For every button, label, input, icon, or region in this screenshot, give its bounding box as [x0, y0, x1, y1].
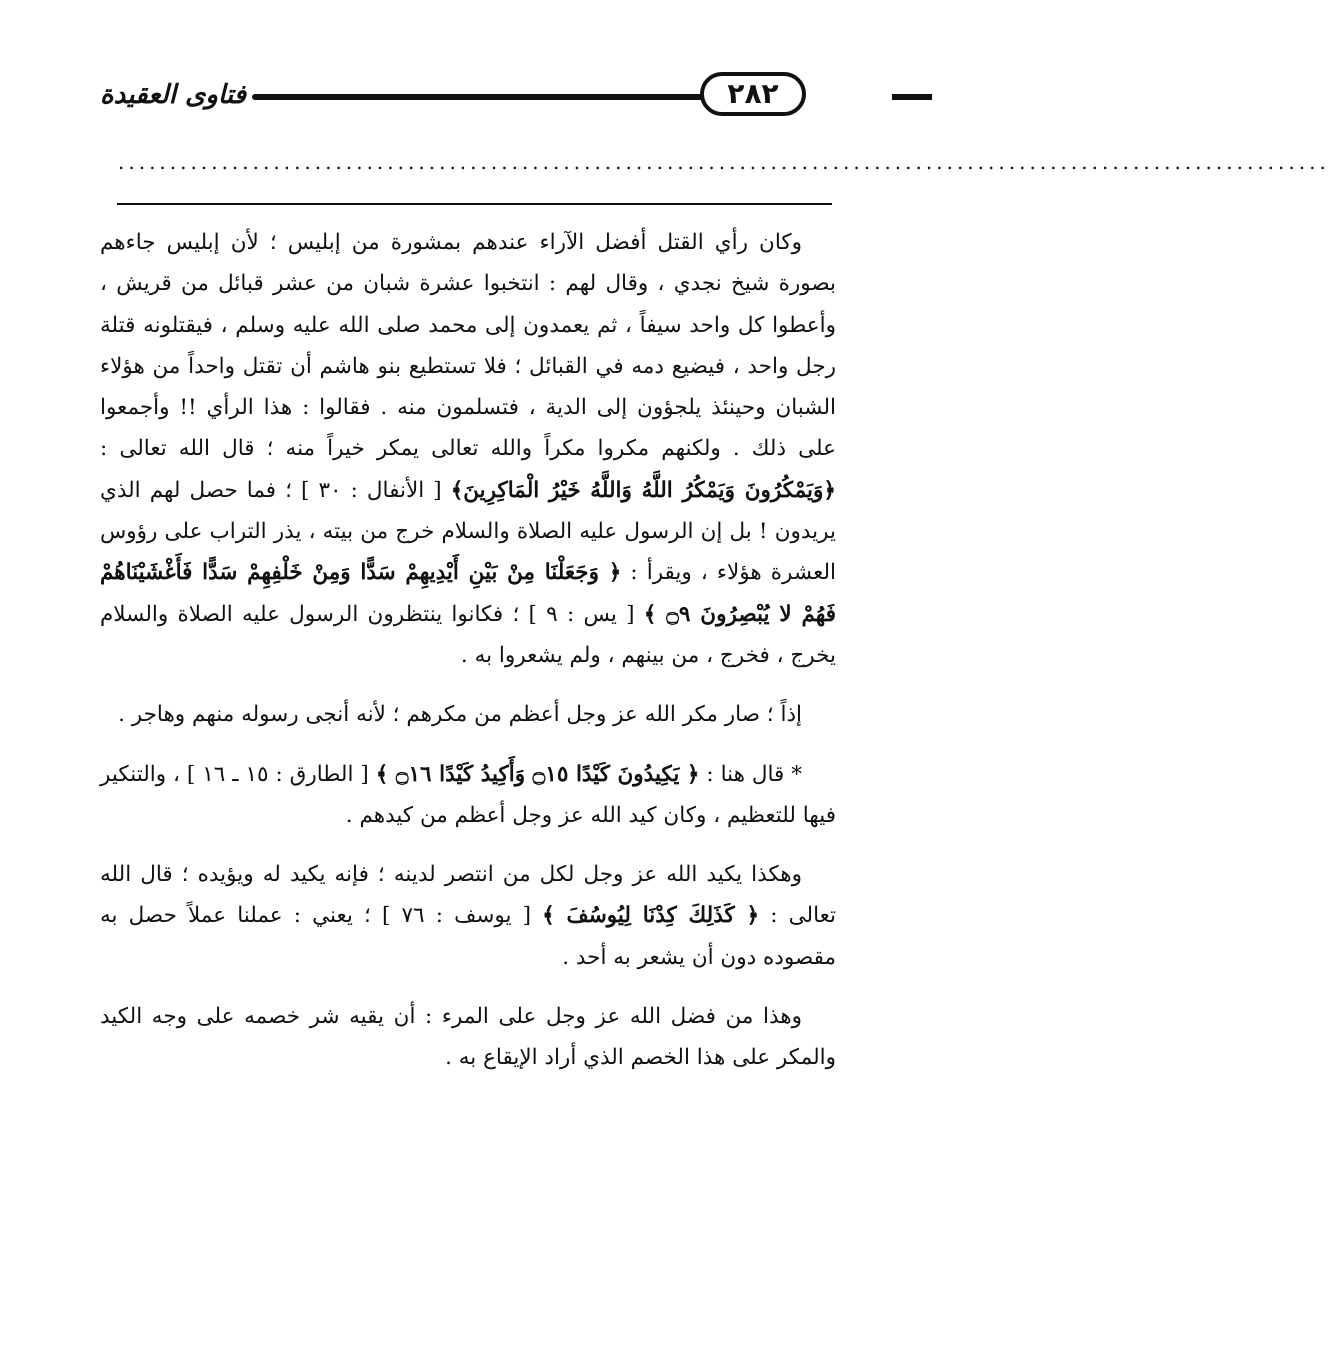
paragraph-text: وكان رأي القتل أفضل الآراء عندهم بمشورة من إبليس ؛ لأن إبليس جاءهم بصورة شيخ نجدي ، وقال لهم : انتخبوا عشرة شبان من عشر قبائل من قريش ، وأعطوا كل واحد سيفاً ، ثم يعمدون إلى محمد صلى الله عليه وسلم ، فيقتلونه قتلة رجل واحد ، فيضيع دمه في القبائل ؛ فلا تستطيع بنو هاشم أن تقتل واحداً من هؤلاء الشبان وحينئذ يلجؤون إلى الدية ، فتسلمون منه . فقالوا : هذا الرأي !! وأجمعوا على ذلك . ولكنهم مكروا مكراً والله تعالى يمكر خيراً منه ؛ قال الله تعالى : [100, 230, 836, 462]
page-number: ٢٨٢ [700, 72, 806, 116]
paragraph-tariq-verse [100, 754, 836, 837]
quran-verse: ﴿ كَذَلِكَ كِدْنَا لِيُوسُفَ ﴾ [542, 903, 760, 929]
paragraph-text: وهكذا يكيد الله عز وجل لكل من انتصر لدينه ؛ فإنه يكيد له ويؤيده ؛ قال الله تعالى : [100, 862, 836, 929]
quran-verse: ﴿ يَكِيدُونَ كَيْدًا ۝١٥ وَأَكِيدُ كَيْدًا ۝١٦ ﴾ [375, 761, 700, 787]
paragraph-yusuf-verse [100, 854, 836, 978]
paragraph-hijra-plot [100, 222, 836, 676]
section-rule [117, 203, 832, 205]
paragraph-text: [ الأنفال : ٣٠ ] ؛ فما حصل لهم الذي يريدون ! بل إن الرسول عليه الصلاة والسلام خرج من بيته ، يذر التراب على رؤوس العشرة هؤلاء ، ويقرأ : [100, 477, 836, 586]
paragraph-conclusion [100, 694, 836, 735]
paragraph-text: إذاً ؛ صار مكر الله عز وجل أعظم من مكرهم ؛ لأنه أنجى رسوله منهم وهاجر . [118, 702, 802, 728]
dotted-separator: ..................................................................................................................... [118, 150, 1330, 174]
page-header [100, 72, 835, 120]
running-title: فتاوى العقيدة [100, 80, 247, 110]
header-rule-right [892, 94, 932, 100]
paragraph-text: [ الطارق : ١٥ ـ ١٦ ] ، والتنكير فيها للتعظيم ، وكان كيد الله عز وجل أعظم من كيدهم . [100, 761, 836, 828]
quran-verse: ﴿وَيَمْكُرُونَ وَيَمْكُرُ اللَّهُ وَاللَّهُ خَيْرُ الْمَاكِرِينَ﴾ [450, 477, 836, 503]
paragraph-final [100, 996, 836, 1079]
paragraph-text: * قال هنا : [706, 761, 803, 787]
paragraph-text: وهذا من فضل الله عز وجل على المرء : أن يقيه شر خصمه على وجه الكيد والمكر على هذا الخصم الذي أراد الإيقاع به . [100, 1004, 836, 1071]
body-text [100, 222, 836, 1079]
paragraph-text: [ يوسف : ٧٦ ] ؛ يعني : عملنا عملاً حصل به مقصوده دون أن يشعر به أحد . [100, 903, 836, 970]
paragraph-text: [ يس : ٩ ] ؛ فكانوا ينتظرون الرسول عليه الصلاة والسلام يخرج ، فخرج ، من بينهم ، ولم يشعروا به . [100, 601, 836, 668]
quran-verse: ﴿ وَجَعَلْنَا مِنْ بَيْنِ أَيْدِيهِمْ سَدًّا وَمِنْ خَلْفِهِمْ سَدًّا فَأَغْشَيْنَاهُمْ فَهُمْ لا يُبْصِرُونَ ۝٩ ﴾ [100, 560, 836, 627]
